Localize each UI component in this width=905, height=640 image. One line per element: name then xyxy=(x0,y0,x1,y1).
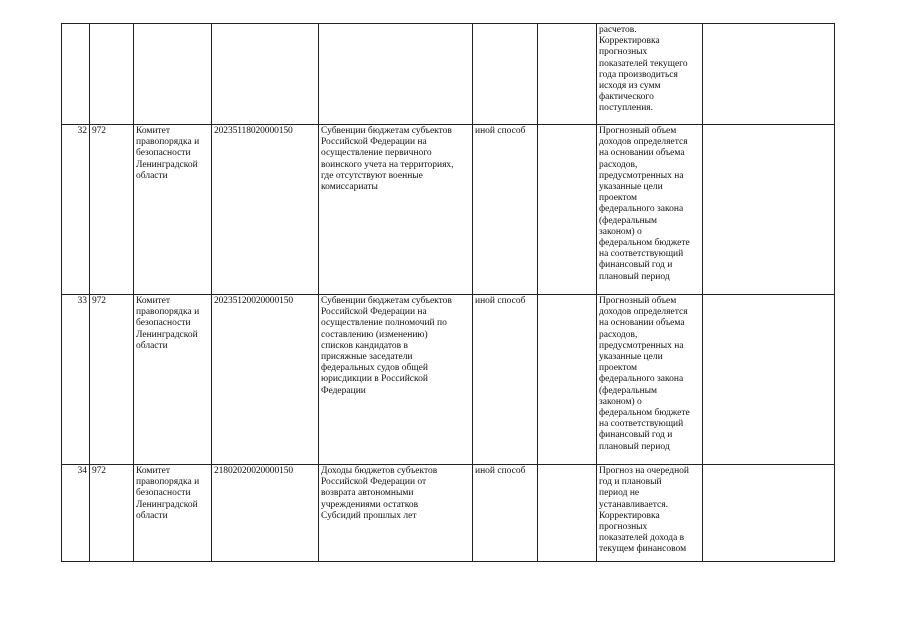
revenue-name-cell-line: осуществление первичного xyxy=(321,148,432,159)
forecast-description-cell xyxy=(597,24,703,125)
forecast-method-cell: иной способ xyxy=(473,295,538,465)
forecast-description-cell-line: прогнозных xyxy=(599,47,648,58)
forecast-description-cell-line: указанные цели xyxy=(599,352,663,363)
revenue-name-cell-line: Субвенции бюджетам субъектов xyxy=(321,296,452,306)
forecast-description-cell-line: Корректировка xyxy=(599,36,660,47)
administrator-cell-line: области xyxy=(136,510,168,521)
forecast-description-cell-line: прогнозных xyxy=(599,522,648,533)
forecast-description-cell xyxy=(597,295,703,465)
forecast-description-cell-line: предусмотренных на xyxy=(599,340,684,351)
administrator-cell-line: Комитет xyxy=(136,466,171,476)
forecast-description-cell-line: доходов определяется xyxy=(599,307,688,318)
revenue-name-cell xyxy=(319,465,473,562)
revenue-name-cell-line: федеральных судов общей xyxy=(321,363,428,374)
revenue-name-cell-line: присяжные заседатели xyxy=(321,352,413,363)
forecast-description-cell-line: предусмотренных на xyxy=(599,170,684,181)
revenue-name-cell-line: осуществление полномочий по xyxy=(321,318,447,329)
row-number-cell: 34 xyxy=(62,465,90,562)
revenue-name-cell-line: возврата автономными xyxy=(321,488,414,499)
forecast-description-cell-line: расчетов. xyxy=(599,25,637,35)
administrator-cell-line: безопасности xyxy=(136,148,191,159)
empty-cell xyxy=(538,465,597,562)
forecast-description-cell-line: проектом xyxy=(599,193,638,204)
empty-cell xyxy=(703,295,835,465)
forecast-description-cell-line: доходов определяется xyxy=(599,137,688,148)
forecast-description-cell-line: на основании объема xyxy=(599,148,685,159)
kbk-code-cell xyxy=(212,24,319,125)
administrator-cell-line: Комитет xyxy=(136,296,171,306)
forecast-description-cell-line: финансовый год и xyxy=(599,260,673,271)
forecast-description-cell-line: показателей текущего xyxy=(599,58,688,69)
forecast-description-cell-line: (федеральным xyxy=(599,215,658,226)
revenue-name-cell-line: Субвенции бюджетам субъектов xyxy=(321,126,452,136)
forecast-description-cell-line: показателей дохода в xyxy=(599,533,685,544)
administrator-cell-line: безопасности xyxy=(136,318,191,329)
kbk-code-cell: 20235120020000150 xyxy=(212,295,319,465)
admin-code-cell xyxy=(90,24,134,125)
forecast-description-cell-line: период не xyxy=(599,488,640,499)
forecast-description-cell-line: на соответствующий xyxy=(599,249,684,260)
forecast-description-cell-line: текущем финансовом xyxy=(599,544,687,555)
revenue-name-cell xyxy=(319,24,473,125)
table-row xyxy=(62,465,835,562)
forecast-description-cell-line: федеральном бюджете xyxy=(599,408,690,419)
forecast-method-cell xyxy=(473,24,538,125)
revenue-name-cell-line: Федерации xyxy=(321,385,366,396)
revenue-name-cell-line: Доходы бюджетов субъектов xyxy=(321,466,438,476)
empty-cell xyxy=(703,465,835,562)
revenue-name-cell xyxy=(319,125,473,295)
forecast-description-cell xyxy=(597,125,703,295)
forecast-description-cell-line: года производиться xyxy=(599,69,678,80)
table-row xyxy=(62,125,835,295)
forecast-description-cell-line: законом) о xyxy=(599,396,642,407)
table-row xyxy=(62,24,835,125)
forecast-description-cell-line: федеральном бюджете xyxy=(599,238,690,249)
revenue-name-cell-line: учреждениями остатков xyxy=(321,499,419,510)
admin-code-cell: 972 xyxy=(90,125,134,295)
forecast-description-cell-line: поступления. xyxy=(599,103,654,114)
revenue-name-cell-line: где отсутствуют военные xyxy=(321,170,423,181)
administrator-cell xyxy=(134,295,212,465)
forecast-description-cell-line: Прогнозный объем xyxy=(599,296,677,306)
administrator-cell-line: Ленинградской xyxy=(136,159,198,170)
administrator-cell xyxy=(134,465,212,562)
forecast-description-cell-line: федерального закона xyxy=(599,204,684,215)
administrator-cell-line: области xyxy=(136,340,168,351)
forecast-description-cell-line: федерального закона xyxy=(599,374,684,385)
administrator-cell-line: области xyxy=(136,170,168,181)
revenue-name-cell-line: юрисдикции в Российской xyxy=(321,374,428,385)
revenue-name-cell-line: Российской Федерации на xyxy=(321,307,427,318)
administrator-cell-line: правопорядка и xyxy=(136,307,200,318)
admin-code-cell: 972 xyxy=(90,295,134,465)
administrator-cell-line: безопасности xyxy=(136,488,191,499)
kbk-code-cell: 20235118020000150 xyxy=(212,125,319,295)
forecast-description-cell-line: устанавливается. xyxy=(599,499,668,510)
forecast-description-cell-line: Корректировка xyxy=(599,510,660,521)
forecast-description-cell-line: расходов, xyxy=(599,159,638,170)
revenue-name-cell-line: Российской Федерации на xyxy=(321,137,427,148)
administrator-cell xyxy=(134,24,212,125)
revenue-name-cell-line: комиссариаты xyxy=(321,182,378,193)
forecast-description-cell-line: на основании объема xyxy=(599,318,685,329)
revenue-name-cell-line: Российской Федерации от xyxy=(321,477,427,488)
empty-cell xyxy=(538,125,597,295)
forecast-description-cell-line: проектом xyxy=(599,363,638,374)
forecast-method-cell: иной способ xyxy=(473,125,538,295)
forecast-description-cell-line: законом) о xyxy=(599,226,642,237)
forecast-description-cell-line: финансовый год и xyxy=(599,430,673,441)
row-number-cell xyxy=(62,24,90,125)
forecast-description-cell-line: фактического xyxy=(599,92,654,103)
empty-cell xyxy=(538,295,597,465)
administrator-cell xyxy=(134,125,212,295)
revenue-name-cell-line: списков кандидатов в xyxy=(321,340,408,351)
revenue-name-cell xyxy=(319,295,473,465)
forecast-description-cell-line: плановый период xyxy=(599,271,670,282)
admin-code-cell: 972 xyxy=(90,465,134,562)
forecast-description-cell-line: исходя из сумм xyxy=(599,81,661,92)
forecast-description-cell-line: (федеральным xyxy=(599,385,658,396)
forecast-description-cell-line: указанные цели xyxy=(599,182,663,193)
administrator-cell-line: Ленинградской xyxy=(136,329,198,340)
revenue-name-cell-line: воинского учета на территориях, xyxy=(321,159,454,170)
row-number-cell: 33 xyxy=(62,295,90,465)
forecast-method-cell: иной способ xyxy=(473,465,538,562)
empty-cell xyxy=(703,24,835,125)
forecast-description-cell-line: на соответствующий xyxy=(599,419,684,430)
empty-cell xyxy=(703,125,835,295)
forecast-description-cell-line: год и плановый xyxy=(599,477,662,488)
administrator-cell-line: правопорядка и xyxy=(136,137,200,148)
kbk-code-cell: 21802020020000150 xyxy=(212,465,319,562)
revenue-name-cell-line: Субсидий прошлых лет xyxy=(321,510,417,521)
forecast-description-cell xyxy=(597,465,703,562)
table-body xyxy=(62,24,835,562)
table-row xyxy=(62,295,835,465)
forecast-description-cell-line: расходов, xyxy=(599,329,638,340)
forecast-description-cell-line: Прогнозный объем xyxy=(599,126,677,136)
forecast-description-cell-line: плановый период xyxy=(599,441,670,452)
administrator-cell-line: Ленинградской xyxy=(136,499,198,510)
empty-cell xyxy=(538,24,597,125)
row-number-cell: 32 xyxy=(62,125,90,295)
administrator-cell-line: правопорядка и xyxy=(136,477,200,488)
revenue-forecast-table xyxy=(61,23,835,562)
forecast-description-cell-line: Прогноз на очередной xyxy=(599,466,689,476)
administrator-cell-line: Комитет xyxy=(136,126,171,136)
revenue-name-cell-line: составлению (изменению) xyxy=(321,329,428,340)
